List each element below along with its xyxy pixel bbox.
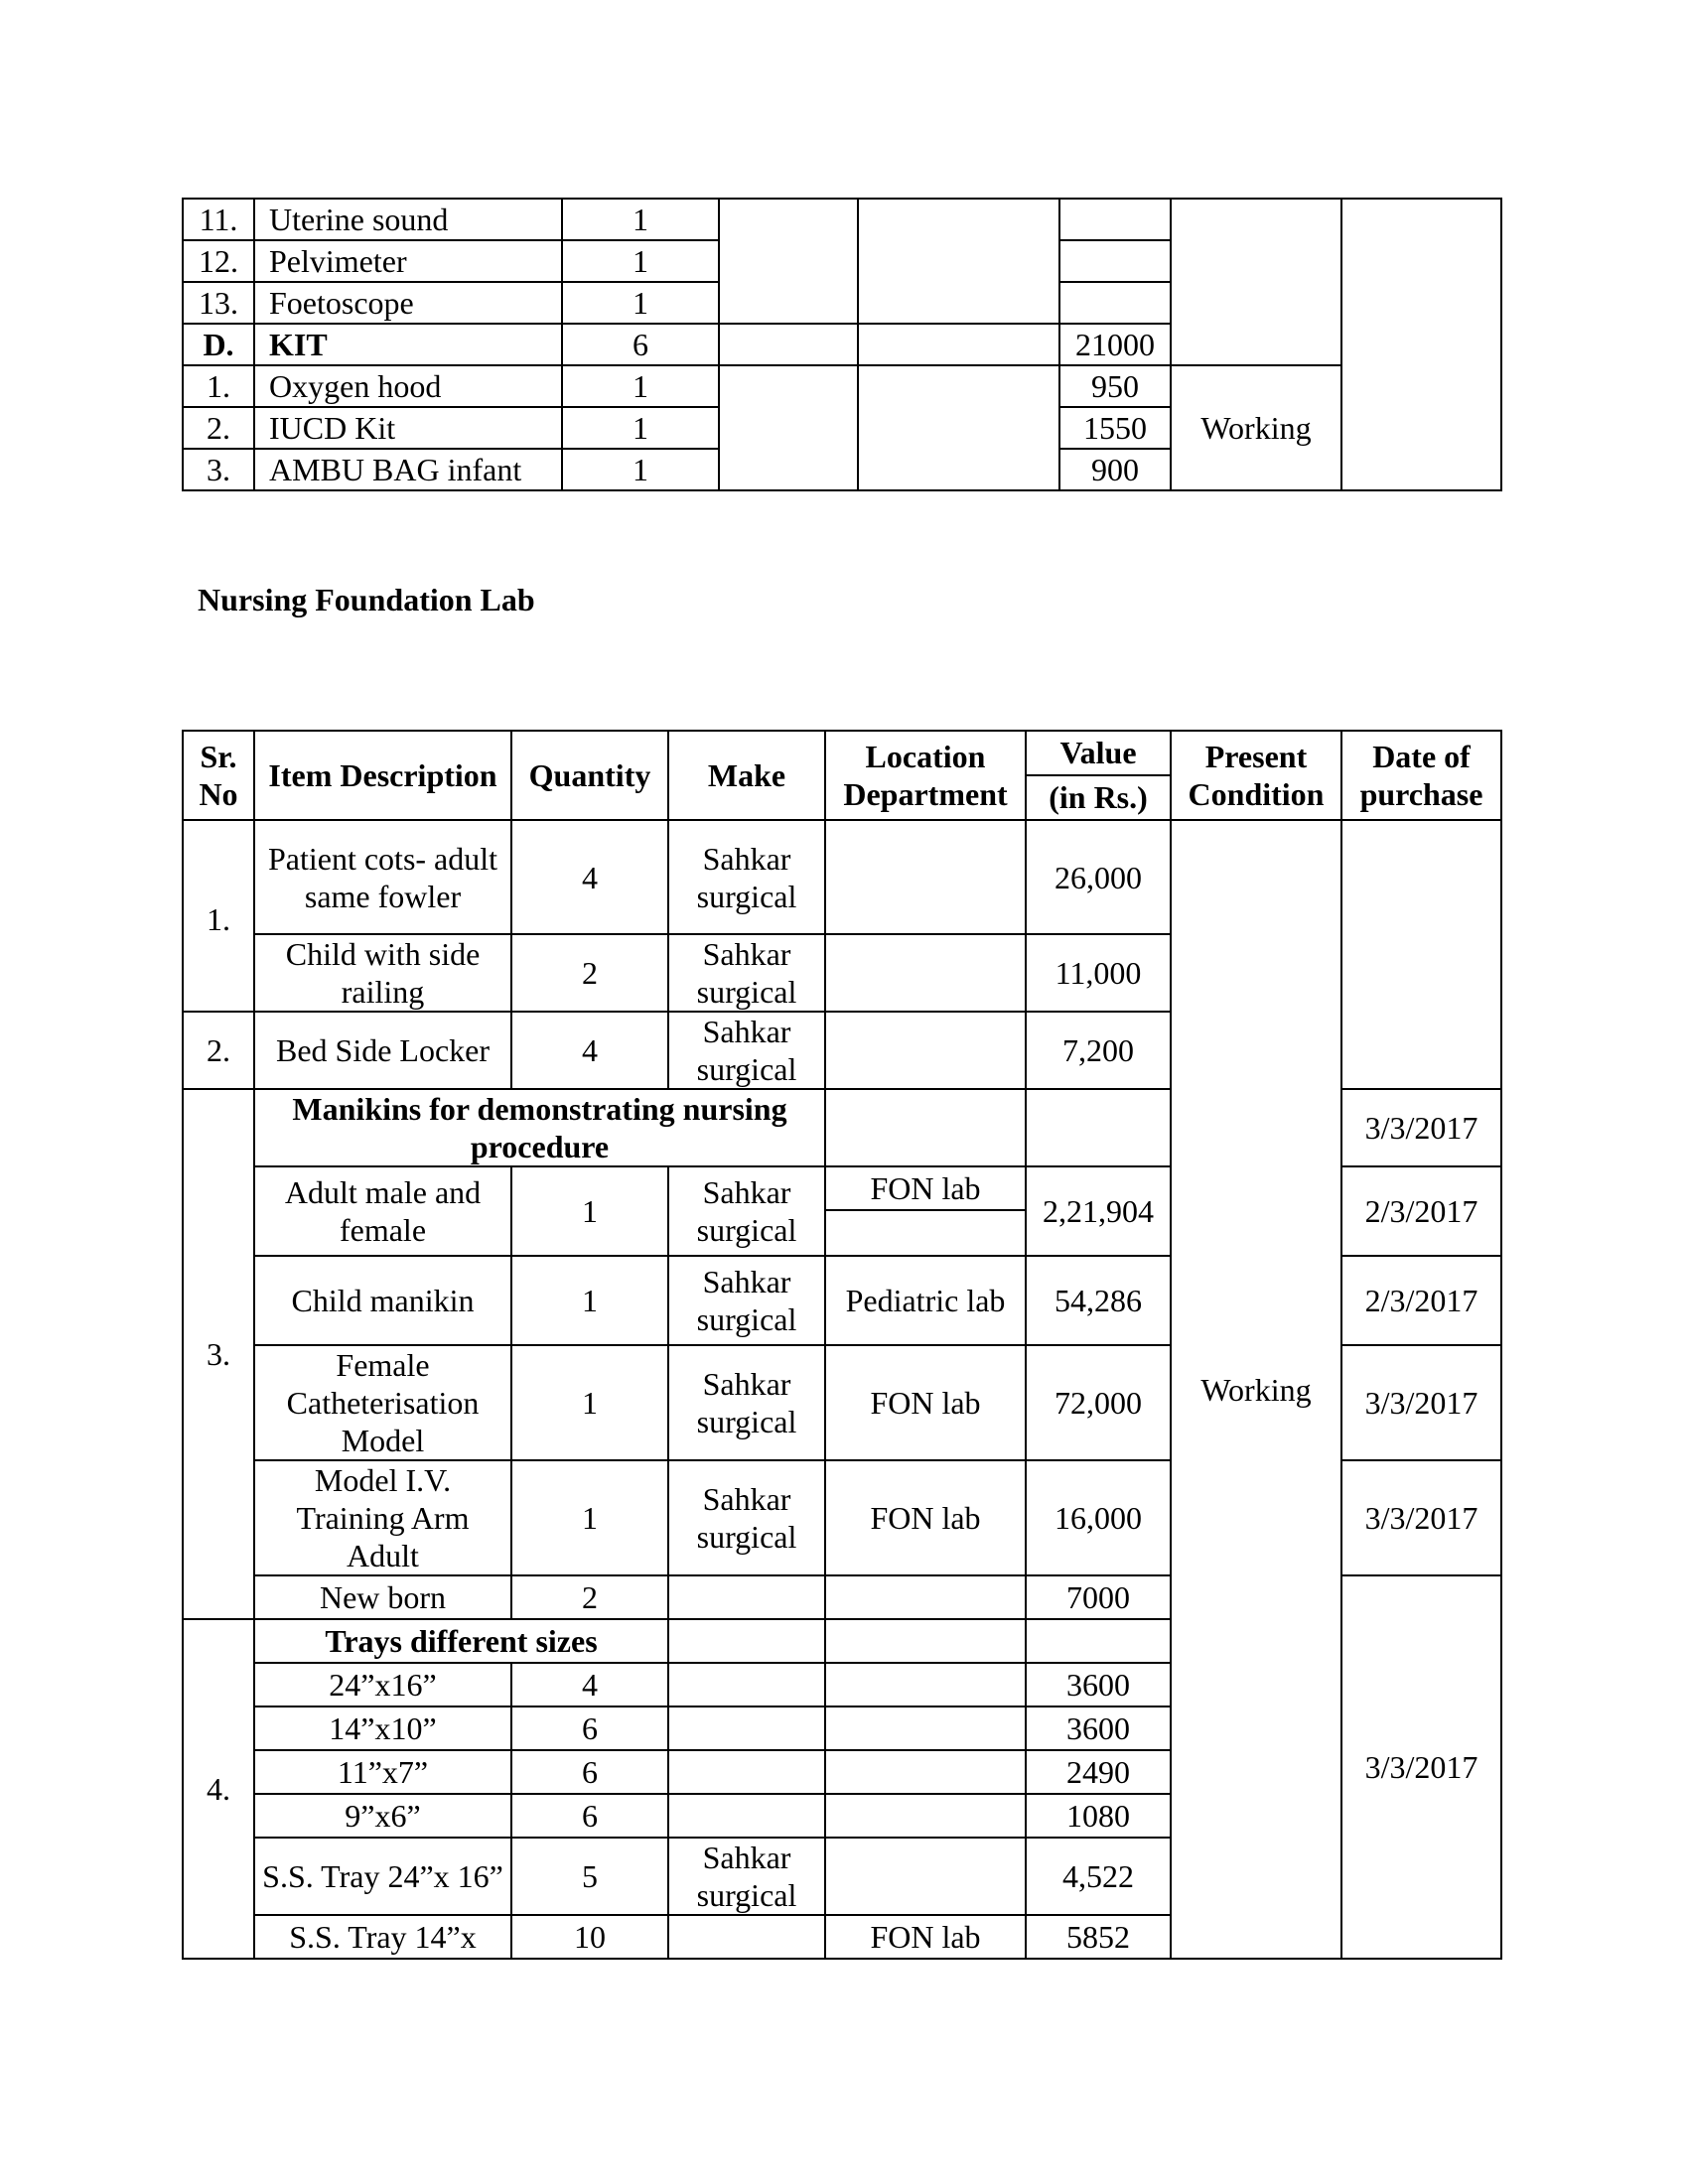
qty-cell: 6 [511,1794,668,1838]
item-cell: Adult male and female [254,1166,511,1256]
item-cell: Pelvimeter [254,240,562,282]
sr-cell: 3. [183,1089,254,1619]
item-cell: Patient cots- adult same fowler [254,820,511,934]
item-cell: Child manikin [254,1256,511,1345]
sr-cell: D. [183,324,254,365]
item-cell: S.S. Tray 24”x 16” [254,1838,511,1915]
section-title: Nursing Foundation Lab [198,582,535,617]
value-cell [1026,1089,1171,1166]
table-row [183,199,1501,240]
value-cell: 16,000 [1026,1460,1171,1575]
value-cell: 21000 [1059,324,1171,365]
value-cell: 2,21,904 [1026,1166,1171,1256]
item-cell: Bed Side Locker [254,1012,511,1089]
value-cell [1059,240,1171,282]
value-cell: 3600 [1026,1706,1171,1750]
value-cell: 7,200 [1026,1012,1171,1089]
item-cell: IUCD Kit [254,407,562,449]
make-cell: Sahkar surgical [668,1012,825,1089]
qty-cell: 1 [511,1460,668,1575]
value-cell: 54,286 [1026,1256,1171,1345]
header-item-description: Item Description [254,731,511,820]
location-cell: FON lab [825,1460,1026,1575]
qty-cell: 1 [562,199,719,240]
item-group-heading: Trays different sizes [254,1619,668,1663]
item-cell: Uterine sound [254,199,562,240]
item-cell: New born [254,1575,511,1619]
qty-cell: 1 [562,407,719,449]
location-cell [825,1750,1026,1794]
header-value-bottom: (in Rs.) [1049,779,1148,815]
qty-cell: 1 [562,282,719,324]
location-cell [825,1166,1026,1256]
header-location: Location Department [825,731,1026,820]
item-cell: S.S. Tray 14”x [254,1915,511,1959]
value-cell [1026,1619,1171,1663]
make-cell [668,1794,825,1838]
qty-cell: 2 [511,1575,668,1619]
make-cell: Sahkar surgical [668,1166,825,1256]
qty-cell: 4 [511,1663,668,1706]
value-cell: 72,000 [1026,1345,1171,1460]
make-cell [719,365,858,490]
location-text: FON lab [826,1167,1025,1211]
make-cell [668,1619,825,1663]
sr-cell: 1. [183,365,254,407]
item-cell: Oxygen hood [254,365,562,407]
item-cell: 24”x16” [254,1663,511,1706]
value-cell [1059,282,1171,324]
date-cell: 3/3/2017 [1341,1460,1501,1575]
header-condition: Present Condition [1171,731,1341,820]
header-make: Make [668,731,825,820]
qty-cell: 1 [562,365,719,407]
location-cell: FON lab [825,1345,1026,1460]
date-cell: 3/3/2017 [1341,1345,1501,1460]
value-cell: 900 [1059,449,1171,490]
make-cell [668,1706,825,1750]
make-cell [719,324,858,365]
value-cell: 26,000 [1026,820,1171,934]
qty-cell: 1 [562,240,719,282]
qty-cell: 4 [511,820,668,934]
header-row [183,731,1501,820]
qty-cell: 6 [511,1706,668,1750]
make-cell: Sahkar surgical [668,1460,825,1575]
item-cell: 9”x6” [254,1794,511,1838]
make-cell: Sahkar surgical [668,934,825,1012]
qty-cell: 6 [562,324,719,365]
location-cell: FON lab [825,1915,1026,1959]
value-cell: 4,522 [1026,1838,1171,1915]
item-cell: Model I.V. Training Arm Adult [254,1460,511,1575]
sr-cell: 11. [183,199,254,240]
date-cell [1341,199,1501,490]
location-cell [825,1838,1026,1915]
date-cell: 2/3/2017 [1341,1256,1501,1345]
qty-cell: 2 [511,934,668,1012]
condition-cell [1171,199,1341,365]
location-cell [825,934,1026,1012]
location-cell [858,324,1059,365]
sr-cell: 13. [183,282,254,324]
item-cell: KIT [254,324,562,365]
qty-cell: 5 [511,1838,668,1915]
item-cell: Child with side railing [254,934,511,1012]
make-cell [668,1750,825,1794]
header-date: Date of purchase [1341,731,1501,820]
item-group-heading: Manikins for demonstrating nursing procedure [254,1089,825,1166]
qty-cell: 1 [562,449,719,490]
qty-cell: 6 [511,1750,668,1794]
value-cell: 11,000 [1026,934,1171,1012]
item-cell: Female Catheterisation Model [254,1345,511,1460]
value-cell [1059,199,1171,240]
item-cell: 11”x7” [254,1750,511,1794]
nursing-foundation-lab-table [182,730,1502,1960]
location-cell [825,1706,1026,1750]
value-cell: 2490 [1026,1750,1171,1794]
date-cell: 2/3/2017 [1341,1166,1501,1256]
value-cell: 950 [1059,365,1171,407]
condition-cell: Working [1171,820,1341,1959]
sr-cell: 4. [183,1619,254,1959]
header-value-top: Value [1027,732,1170,776]
item-cell: Foetoscope [254,282,562,324]
value-cell: 3600 [1026,1663,1171,1706]
value-cell: 5852 [1026,1915,1171,1959]
value-cell: 1080 [1026,1794,1171,1838]
qty-cell: 4 [511,1012,668,1089]
value-cell: 7000 [1026,1575,1171,1619]
make-cell: Sahkar surgical [668,820,825,934]
make-cell [668,1663,825,1706]
item-cell: 14”x10” [254,1706,511,1750]
qty-cell: 1 [511,1166,668,1256]
make-cell [719,199,858,324]
location-cell [825,1794,1026,1838]
table-row [183,820,1501,934]
location-cell [825,1619,1026,1663]
location-cell [825,1012,1026,1089]
value-cell: 1550 [1059,407,1171,449]
make-cell [668,1575,825,1619]
qty-cell: 1 [511,1345,668,1460]
date-cell [1341,820,1501,1089]
header-sr-no: Sr. No [183,731,254,820]
location-cell [825,1089,1026,1166]
location-cell [858,199,1059,324]
sr-cell: 12. [183,240,254,282]
location-cell [825,820,1026,934]
location-cell [825,1663,1026,1706]
qty-cell: 10 [511,1915,668,1959]
date-cell: 3/3/2017 [1341,1575,1501,1959]
sr-cell: 3. [183,449,254,490]
location-cell [825,1575,1026,1619]
equipment-table-continued [182,198,1502,491]
location-cell: Pediatric lab [825,1256,1026,1345]
make-cell: Sahkar surgical [668,1345,825,1460]
item-cell: AMBU BAG infant [254,449,562,490]
make-cell: Sahkar surgical [668,1838,825,1915]
header-quantity: Quantity [511,731,668,820]
qty-cell: 1 [511,1256,668,1345]
sr-cell: 2. [183,407,254,449]
date-cell: 3/3/2017 [1341,1089,1501,1166]
sr-cell: 2. [183,1012,254,1089]
sr-cell: 1. [183,820,254,1012]
location-cell [858,365,1059,490]
table-row [183,365,1501,407]
make-cell: Sahkar surgical [668,1256,825,1345]
condition-cell: Working [1171,365,1341,490]
header-value [1026,731,1171,820]
make-cell [668,1915,825,1959]
